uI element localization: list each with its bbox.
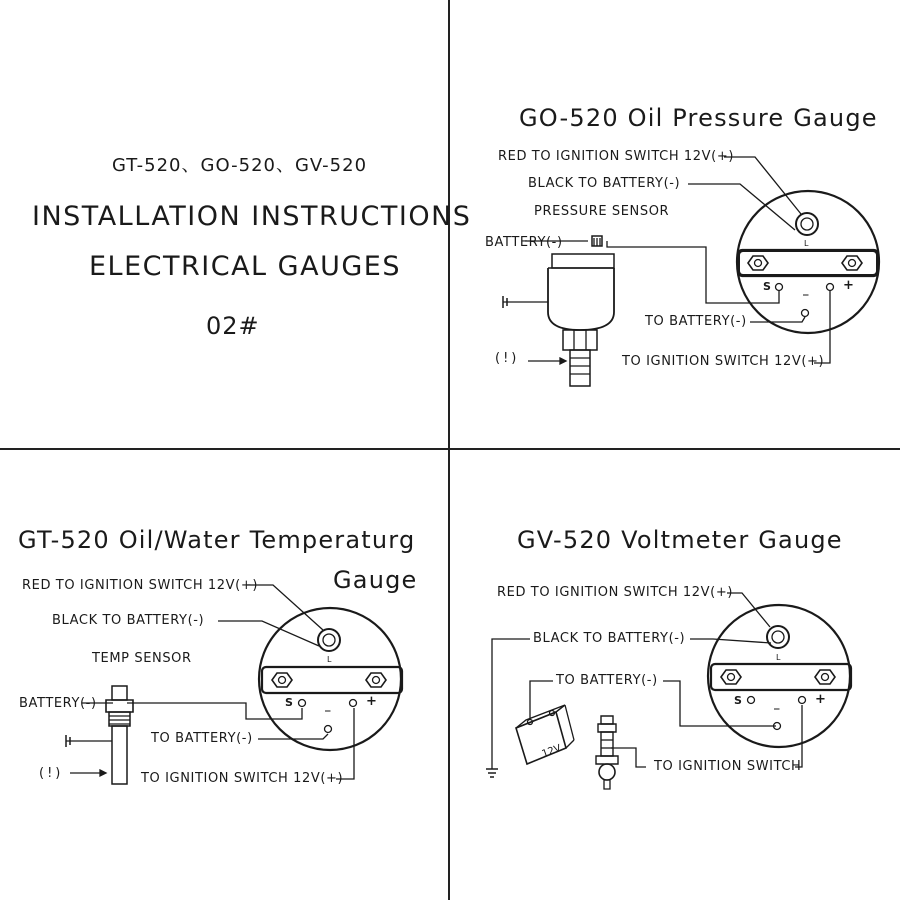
oil-gauge-body (737, 191, 879, 333)
voltmeter-title: GV-520 Voltmeter Gauge (517, 526, 843, 554)
temp-to-ignition-label: TO IGNITION SWITCH 12V(+) (141, 771, 344, 786)
temp-title-line1: GT-520 Oil/Water Temperaturg (18, 526, 416, 554)
volt-battery-icon (516, 705, 574, 764)
volt-terminal-minus: _ (774, 697, 780, 710)
temp-title-line2: Gauge (333, 566, 418, 594)
temp-to-battery-label: TO BATTERY(-) (151, 731, 253, 746)
volt-black-wire-label: BLACK TO BATTERY(-) (533, 631, 686, 646)
oil-battery-label: BATTERY(-) (485, 235, 563, 250)
volt-to-ignition-label: TO IGNITION SWITCH (654, 759, 802, 774)
volt-red-wire-label: RED TO IGNITION SWITCH 12V(+) (497, 585, 734, 600)
temp-terminal-s: S (285, 696, 293, 709)
volt-lamp-label: L (776, 653, 781, 662)
volt-to-battery-label: TO BATTERY(-) (556, 673, 658, 688)
temp-terminal-minus: _ (325, 699, 331, 712)
cover-models: GT-520、GO-520、GV-520 (112, 155, 368, 176)
cover-doc-number: 02# (206, 312, 260, 340)
volt-ignition-key-icon (596, 716, 618, 789)
oil-warning-label: (!) (495, 351, 520, 366)
cover-title-line1: INSTALLATION INSTRUCTIONS (32, 201, 472, 232)
oil-to-ignition-label: TO IGNITION SWITCH 12V(+) (622, 354, 825, 369)
volt-wires (486, 593, 802, 777)
temp-warning-label: (!) (39, 766, 64, 781)
temp-terminal-plus: + (366, 694, 378, 709)
temp-battery-label: BATTERY(-) (19, 696, 97, 711)
cover-title-line2: ELECTRICAL GAUGES (89, 251, 401, 282)
volt-battery-voltage: 12V (540, 743, 563, 761)
temp-black-wire-label: BLACK TO BATTERY(-) (52, 613, 205, 628)
oil-red-wire-label: RED TO IGNITION SWITCH 12V(+) (498, 149, 735, 164)
volt-terminal-plus: + (815, 692, 827, 707)
oil-terminal-s: S (763, 280, 771, 293)
temp-lamp-label: L (327, 655, 332, 664)
oil-lamp-label: L (804, 239, 809, 248)
temp-sensor-label: TEMP SENSOR (92, 651, 192, 666)
oil-black-wire-label: BLACK TO BATTERY(-) (528, 176, 681, 191)
oil-to-battery-label: TO BATTERY(-) (645, 314, 747, 329)
oil-pressure-title: GO-520 Oil Pressure Gauge (519, 104, 878, 132)
temp-sensor (66, 686, 133, 784)
oil-terminal-minus: _ (803, 283, 809, 296)
volt-terminal-s: S (734, 694, 742, 707)
oil-sensor-label: PRESSURE SENSOR (534, 204, 670, 219)
oil-terminal-plus: + (843, 278, 855, 293)
temp-wires (82, 585, 354, 779)
oil-pressure-sensor (503, 236, 614, 386)
temp-red-wire-label: RED TO IGNITION SWITCH 12V(+) (22, 578, 259, 593)
